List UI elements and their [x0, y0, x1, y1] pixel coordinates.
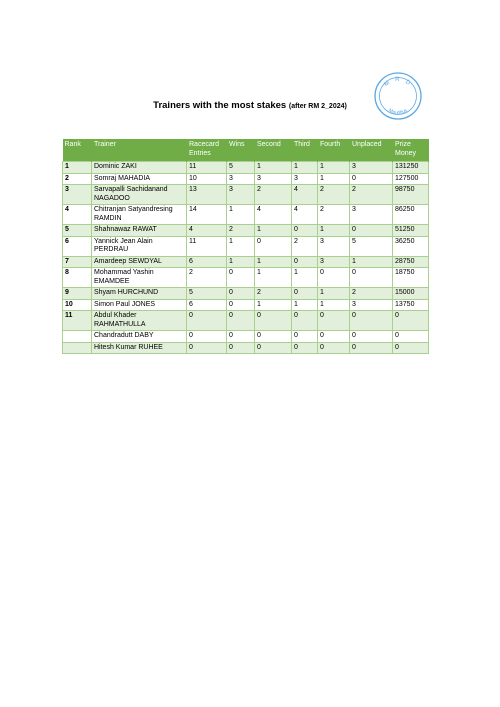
table-row	[63, 268, 429, 288]
trainer-cell: Abdul Khader RAHMATHULLA	[92, 311, 187, 331]
table-row	[63, 288, 429, 300]
fourth-cell: 1	[318, 225, 350, 237]
entries-cell: 6	[187, 256, 227, 268]
table-header-row	[63, 139, 429, 162]
trainer-cell: Somraj MAHADIA	[92, 173, 187, 185]
rank-cell: 11	[63, 311, 92, 331]
third-cell: 1	[292, 162, 318, 174]
title-sub: (after RM 2_2024)	[288, 103, 347, 110]
fourth-cell: 1	[318, 162, 350, 174]
rank-cell: 5	[63, 225, 92, 237]
entries-cell: 11	[187, 162, 227, 174]
fourth-cell: 2	[318, 185, 350, 205]
header-prize-money: Prize Money	[393, 139, 429, 162]
third-cell: 3	[292, 173, 318, 185]
entries-cell: 2	[187, 268, 227, 288]
unplaced-cell: 3	[350, 205, 393, 225]
table-row	[63, 311, 429, 331]
table-row	[63, 185, 429, 205]
third-cell: 0	[292, 225, 318, 237]
second-cell: 1	[255, 299, 292, 311]
stamp-top-text: M R D	[383, 76, 413, 89]
wins-cell: 0	[227, 311, 255, 331]
fourth-cell: 0	[318, 268, 350, 288]
title-main: Trainers with the most stakes	[153, 100, 287, 111]
entries-cell: 0	[187, 331, 227, 343]
prize-money-cell: 51250	[393, 225, 429, 237]
second-cell: 0	[255, 342, 292, 354]
table-row	[63, 331, 429, 343]
third-cell: 0	[292, 256, 318, 268]
second-cell: 1	[255, 225, 292, 237]
fourth-cell: 2	[318, 205, 350, 225]
rank-cell: 10	[63, 299, 92, 311]
header-rank: Rank	[63, 139, 92, 162]
rank-cell: 2	[63, 173, 92, 185]
table-row	[63, 256, 429, 268]
rank-cell: 4	[63, 205, 92, 225]
rank-cell: 6	[63, 236, 92, 256]
wins-cell: 5	[227, 162, 255, 174]
entries-cell: 4	[187, 225, 227, 237]
rank-cell: 8	[63, 268, 92, 288]
prize-money-cell: 13750	[393, 299, 429, 311]
table-row	[63, 205, 429, 225]
unplaced-cell: 0	[350, 268, 393, 288]
trainer-cell: Yannick Jean Alain PERDRAU	[92, 236, 187, 256]
table-row	[63, 342, 429, 354]
wins-cell: 0	[227, 342, 255, 354]
third-cell: 4	[292, 205, 318, 225]
unplaced-cell: 2	[350, 185, 393, 205]
rank-cell	[63, 331, 92, 343]
prize-money-cell: 0	[393, 331, 429, 343]
trainer-cell: Hitesh Kumar RUHEE	[92, 342, 187, 354]
fourth-cell: 3	[318, 256, 350, 268]
third-cell: 4	[292, 185, 318, 205]
second-cell: 2	[255, 185, 292, 205]
rank-cell: 9	[63, 288, 92, 300]
mrd-stamp-seal	[373, 71, 423, 121]
wins-cell: 0	[227, 331, 255, 343]
prize-money-cell: 18750	[393, 268, 429, 288]
second-cell: 4	[255, 205, 292, 225]
header-fourth: Fourth	[318, 139, 350, 162]
table-row	[63, 225, 429, 237]
wins-cell: 1	[227, 256, 255, 268]
prize-money-cell: 0	[393, 311, 429, 331]
third-cell: 0	[292, 311, 318, 331]
entries-cell: 10	[187, 173, 227, 185]
table-body	[63, 162, 429, 354]
trainers-stakes-table	[62, 139, 429, 354]
header-wins: Wins	[227, 139, 255, 162]
prize-money-cell: 98750	[393, 185, 429, 205]
trainer-cell: Simon Paul JONES	[92, 299, 187, 311]
second-cell: 2	[255, 288, 292, 300]
entries-cell: 13	[187, 185, 227, 205]
second-cell: 3	[255, 173, 292, 185]
trainer-cell: Chitranjan Satyandresing RAMDIN	[92, 205, 187, 225]
trainer-cell: Chandradutt DABY	[92, 331, 187, 343]
prize-money-cell: 0	[393, 342, 429, 354]
wins-cell: 1	[227, 205, 255, 225]
wins-cell: 0	[227, 268, 255, 288]
table-row	[63, 236, 429, 256]
rank-cell: 3	[63, 185, 92, 205]
wins-cell: 0	[227, 299, 255, 311]
unplaced-cell: 1	[350, 256, 393, 268]
unplaced-cell: 3	[350, 162, 393, 174]
prize-money-cell: 28750	[393, 256, 429, 268]
wins-cell: 3	[227, 173, 255, 185]
trainer-cell: Mohammad Yashin EMAMDEE	[92, 268, 187, 288]
entries-cell: 11	[187, 236, 227, 256]
third-cell: 0	[292, 288, 318, 300]
prize-money-cell: 131250	[393, 162, 429, 174]
entries-cell: 14	[187, 205, 227, 225]
fourth-cell: 1	[318, 299, 350, 311]
unplaced-cell: 5	[350, 236, 393, 256]
trainer-cell: Sarvapalli Sachidanand NAGADOO	[92, 185, 187, 205]
prize-money-cell: 36250	[393, 236, 429, 256]
unplaced-cell: 0	[350, 331, 393, 343]
rank-cell: 1	[63, 162, 92, 174]
trainer-cell: Shyam HURCHUND	[92, 288, 187, 300]
second-cell: 0	[255, 331, 292, 343]
third-cell: 1	[292, 299, 318, 311]
second-cell: 1	[255, 162, 292, 174]
prize-money-cell: 86250	[393, 205, 429, 225]
entries-cell: 0	[187, 342, 227, 354]
wins-cell: 1	[227, 236, 255, 256]
header-racecard-entries: Racecard Entries	[187, 139, 227, 162]
fourth-cell: 0	[318, 331, 350, 343]
fourth-cell: 1	[318, 288, 350, 300]
third-cell: 0	[292, 342, 318, 354]
entries-cell: 6	[187, 299, 227, 311]
second-cell: 0	[255, 311, 292, 331]
fourth-cell: 0	[318, 342, 350, 354]
wins-cell: 2	[227, 225, 255, 237]
second-cell: 1	[255, 256, 292, 268]
fourth-cell: 0	[318, 311, 350, 331]
table-row	[63, 162, 429, 174]
fourth-cell: 3	[318, 236, 350, 256]
header-trainer: Trainer	[92, 139, 187, 162]
rank-cell: 7	[63, 256, 92, 268]
unplaced-cell: 0	[350, 225, 393, 237]
unplaced-cell: 2	[350, 288, 393, 300]
table-row	[63, 173, 429, 185]
unplaced-cell: 0	[350, 311, 393, 331]
fourth-cell: 1	[318, 173, 350, 185]
rank-cell	[63, 342, 92, 354]
header-third: Third	[292, 139, 318, 162]
unplaced-cell: 3	[350, 299, 393, 311]
header-second: Second	[255, 139, 292, 162]
unplaced-cell: 0	[350, 342, 393, 354]
trainer-cell: Amardeep SEWDYAL	[92, 256, 187, 268]
page-title	[0, 100, 500, 111]
table-row	[63, 299, 429, 311]
third-cell: 1	[292, 268, 318, 288]
wins-cell: 3	[227, 185, 255, 205]
third-cell: 0	[292, 331, 318, 343]
entries-cell: 5	[187, 288, 227, 300]
trainer-cell: Dominic ZAKI	[92, 162, 187, 174]
prize-money-cell: 127500	[393, 173, 429, 185]
stamp-bottom-text: Mauritius	[387, 107, 409, 117]
svg-text:M R D	[383, 77, 412, 88]
header-unplaced: Unplaced	[350, 139, 393, 162]
unplaced-cell: 0	[350, 173, 393, 185]
second-cell: 0	[255, 236, 292, 256]
wins-cell: 0	[227, 288, 255, 300]
entries-cell: 0	[187, 311, 227, 331]
third-cell: 2	[292, 236, 318, 256]
prize-money-cell: 15000	[393, 288, 429, 300]
trainer-cell: Shahnawaz RAWAT	[92, 225, 187, 237]
second-cell: 1	[255, 268, 292, 288]
